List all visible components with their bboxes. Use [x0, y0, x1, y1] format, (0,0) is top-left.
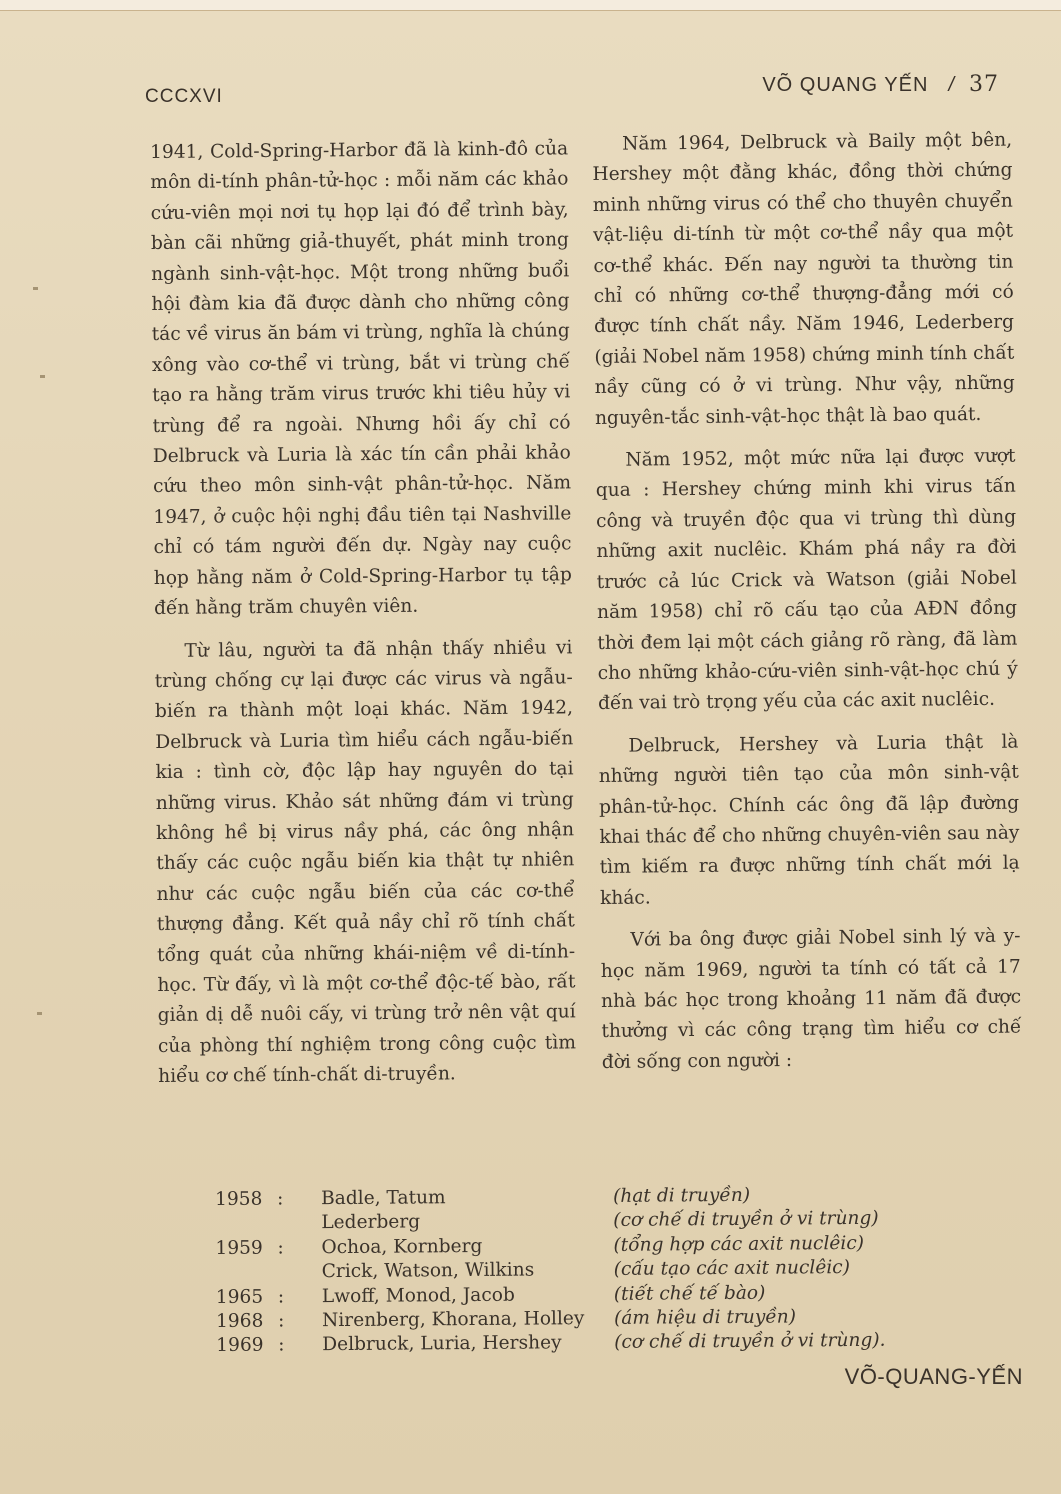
margin-speck — [37, 1012, 42, 1015]
laureate-discovery: (cơ chế di truyền ở vi trùng) — [613, 1208, 879, 1232]
laureate-names: Badle, Tatum — [321, 1187, 446, 1210]
margin-speck — [40, 375, 45, 378]
nobel-laureates-list — [215, 1182, 1036, 1359]
paragraph: Năm 1952, một mức nữa lại được vượt qua : Hershey chứng minh khi virus tấn công và truyền độc qua vi trùng thì dùng những axit nuclêic. Khám phá nầy ra đời trước cả lúc Crick và Watson (giải Nobel năm 1958) chỉ rõ cấu tạo của AĐN đồng thời đem lại một cách giảng rõ ràng, đã làm cho những khảo-cứu-viên sinh-vật-học chú ý đến vai trò trọng yếu của các axit nuclêic. — [595, 445, 1018, 715]
laureate-colon: : — [277, 1286, 285, 1308]
laureate-year: 1965 — [215, 1286, 264, 1308]
laureate-discovery: (cấu tạo các axit nuclêic) — [613, 1257, 850, 1281]
margin-speck — [33, 287, 38, 290]
laureate-year: 1969 — [216, 1335, 264, 1357]
laureate-colon: : — [278, 1334, 285, 1356]
laureate-row — [216, 1328, 1036, 1359]
paragraph: Năm 1964, Delbruck và Baily một bên, Hershey một đằng khác, đồng thời chứng minh những virus có thể cho thuyên chuyển vật-liệu di-tính từ một cơ-thể nầy qua một cơ-thể khác. Đến nay người ta thường tin chỉ có những cơ-thể thượng-đẳng mới có được tính chất nầy. Năm 1946, Lederberg (giải Nobel năm 1958) chứng minh tính chất nầy cũng có ở vi trùng. Như vậy, những nguyên-tắc sinh-vật-học thật là bao quát. — [592, 129, 1015, 429]
page-header-right — [762, 72, 999, 97]
paragraph: 1941, Cold-Spring-Harbor đã là kinh-đô của môn di-tính phân-tử-học : mỗi năm các khảo cứu-viên mọi nơi tụ họp lại đó để trình bày, bàn cãi những giả-thuyết, phát minh trong ngành sinh-vật-học. Một trong những buổi hội đàm kia đã được dành cho những công tác về virus ăn bám vi trùng, nghĩa là chúng xông vào cơ-thể vi trùng, bắt vi trùng chế tạo ra hằng trăm virus trước khi tiêu hủy vi trùng để ra ngoài. Nhưng hồi ấy chỉ có Delbruck và Luria là xác tín cần phải khảo cứu theo môn sinh-vật phân-tử-học. Năm 1947, ở cuộc hội nghị đầu tiên tại Nashville chỉ có tám người đến dự. Ngày nay cuộc họp hằng năm ở Cold-Spring-Harbor tụ tập đến hằng trăm chuyên viên. — [150, 138, 572, 620]
laureate-names: Lederberg — [321, 1211, 421, 1234]
laureate-year: 1959 — [215, 1237, 263, 1259]
author-signature: VÕ-QUANG-YẾN — [844, 1364, 1023, 1389]
page-number: 37 — [969, 72, 999, 97]
right-text-column — [592, 126, 1022, 1091]
laureate-year: 1958 — [215, 1188, 263, 1210]
page-top-edge — [0, 0, 1061, 11]
header-author: VÕ QUANG YẾN — [762, 74, 929, 96]
laureate-names: Lwoff, Monod, Jacob — [321, 1284, 515, 1307]
laureate-year — [215, 1212, 277, 1237]
laureate-colon: : — [277, 1310, 285, 1332]
header-separator: / — [948, 74, 955, 96]
laureate-colon — [277, 1212, 321, 1237]
laureate-discovery: (ám hiệu di truyền) — [613, 1306, 797, 1329]
laureate-discovery: (cơ chế di truyền ở vi trùng). — [614, 1330, 886, 1354]
laureate-year: 1968 — [215, 1310, 264, 1333]
laureate-colon: : — [277, 1237, 284, 1259]
laureate-names: Nirenberg, Khorana, Holley — [321, 1308, 585, 1332]
laureate-year — [216, 1261, 278, 1286]
laureate-discovery: (hạt di truyền) — [612, 1184, 751, 1207]
paragraph: Delbruck, Hershey và Luria thật là những người tiên tạo của môn sinh-vật phân-tử-học. Chính các ông đã lập đường khai thác để cho những chuyên-viên sau này tìm kiếm ra được những tính chất mới lạ khác. — [598, 731, 1020, 909]
laureate-discovery: (tổng hợp các axit nuclêic) — [613, 1232, 865, 1256]
laureate-names: Crick, Watson, Wilkins — [321, 1259, 535, 1283]
paragraph: Với ba ông được giải Nobel sinh lý và y-học năm 1969, người ta tính có tất cả 17 nhà bác học trong khoảng 11 năm đã được thưởng vì các công trạng tìm hiểu cơ chế đời sống con người : — [600, 925, 1022, 1073]
laureate-colon: : — [277, 1188, 284, 1210]
laureate-names: Delbruck, Luria, Hershey — [322, 1332, 562, 1356]
laureate-discovery: (tiết chế tế bào) — [613, 1282, 766, 1305]
paragraph: Từ lâu, người ta đã nhận thấy nhiều vi trùng chống cự lại được các virus và ngẫu-biến ra thành một loại khác. Năm 1942, Delbruck và Luria tìm hiểu cách ngẫu-biến kia : tình cờ, độc lập hay nguyên do tại những virus. Khảo sát những đám vi trùng không hề bị virus nầy phá, các ông nhận thấy các cuộc ngẫu biến kia thật tự nhiên như các cuộc ngẫu biến của các cơ-thể thượng đẳng. Kết quả nầy chỉ rõ tính chất tổng quát của những khái-niệm về di-tính-học. Từ đấy, vì là một cơ-thể độc-tế bào, rất giản dị dễ nuôi cấy, vi trùng trở nên vật quí của phòng thí nghiệm trong công cuộc tìm hiểu cơ chế tính-chất di-truyền. — [154, 636, 577, 1088]
laureate-colon — [278, 1260, 322, 1285]
left-text-column — [150, 134, 576, 1104]
laureate-names: Ochoa, Kornberg — [321, 1235, 483, 1258]
page-header-roman-numeral: CCCXVI — [145, 86, 223, 107]
